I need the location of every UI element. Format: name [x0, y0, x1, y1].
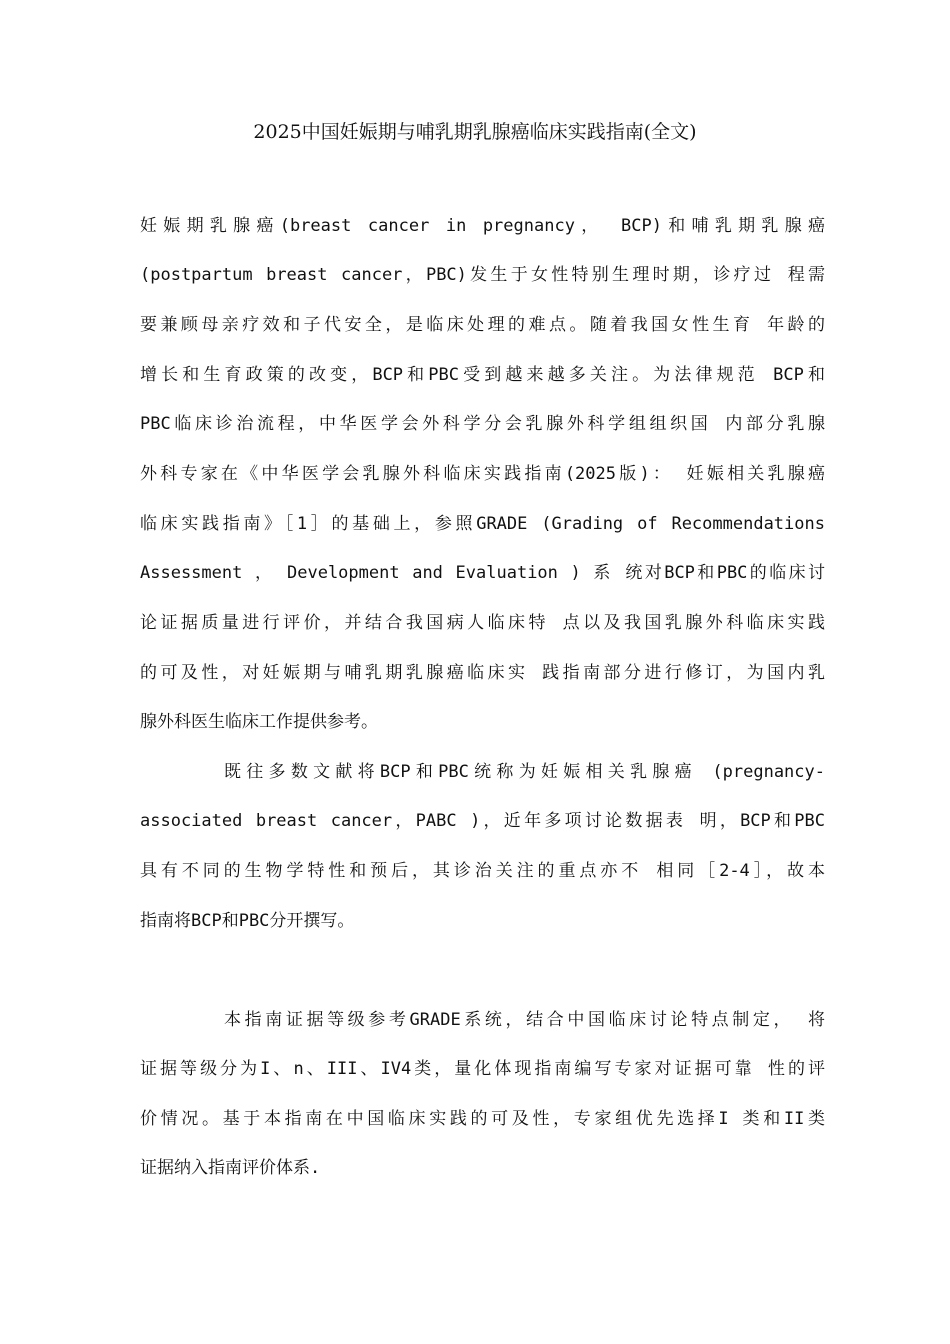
paragraph-1-line-10: 的可及性，对妊娠期与哺乳期乳腺癌临床实 践指南部分进行修订，为国内乳 — [140, 663, 825, 683]
paragraph-3-line-4: 证据纳入指南评价体系. — [140, 1158, 321, 1178]
paragraph-1-line-11: 腺外科医生临床工作提供参考。 — [140, 712, 378, 732]
paragraph-1-line-6: 外科专家在《中华医学会乳腺外科临床实践指南(2025版)： 妊娠相关乳腺癌 — [140, 464, 825, 484]
paragraph-1-line-2: (postpartum breast cancer，PBC)发生于女性特别生理时期，诊疗过 程需 — [140, 265, 825, 285]
paragraph-1-line-9: 论证据质量进行评价，并结合我国病人临床特 点以及我国乳腺外科临床实践 — [140, 613, 825, 633]
paragraph-3-line-3: 价情况。基于本指南在中国临床实践的可及性，专家组优先选择I 类和II类 — [140, 1109, 825, 1129]
paragraph-1-line-7: 临床实践指南》［1］的基础上，参照GRADE (Grading of Recommendations — [140, 514, 825, 534]
paragraph-1-line-8: Assessment ， Development and Evaluation ) 系 统对BCP和PBC的临床讨 — [140, 563, 825, 583]
paragraph-2-line-2: associated breast cancer，PABC )，近年多项讨论数据表 明，BCP和PBC — [140, 811, 825, 831]
paragraph-2-line-3: 具有不同的生物学特性和预后，其诊治关注的重点亦不 相同［2-4］，故本 — [140, 861, 825, 881]
paragraph-1-line-4: 增长和生育政策的改变，BCP和PBC受到越来越多关注。为法律规范 BCP和 — [140, 365, 825, 385]
paragraph-3-line-1: 本指南证据等级参考GRADE系统，结合中国临床讨论特点制定， 将 — [224, 1010, 825, 1030]
paragraph-2-line-4: 指南将BCP和PBC分开撰写。 — [140, 911, 355, 931]
paragraph-3-line-2: 证据等级分为I、n、III、IV4类，量化体现指南编写专家对证据可靠 性的评 — [140, 1059, 825, 1079]
paragraph-1-line-3: 要兼顾母亲疗效和子代安全，是临床处理的难点。随着我国女性生育 年龄的 — [140, 315, 825, 335]
document-title: 2025中国妊娠期与哺乳期乳腺癌临床实践指南(全文) — [253, 121, 697, 143]
paragraph-1-line-1: 妊娠期乳腺癌(breast cancer in pregnancy， BCP)和哺乳期乳腺癌 — [140, 216, 825, 236]
paragraph-1-line-5: PBC临床诊治流程，中华医学会外科学分会乳腺外科学组组织国 内部分乳腺 — [140, 414, 825, 434]
paragraph-2-line-1: 既往多数文献将BCP和PBC统称为妊娠相关乳腺癌 (pregnancy- — [224, 762, 825, 782]
